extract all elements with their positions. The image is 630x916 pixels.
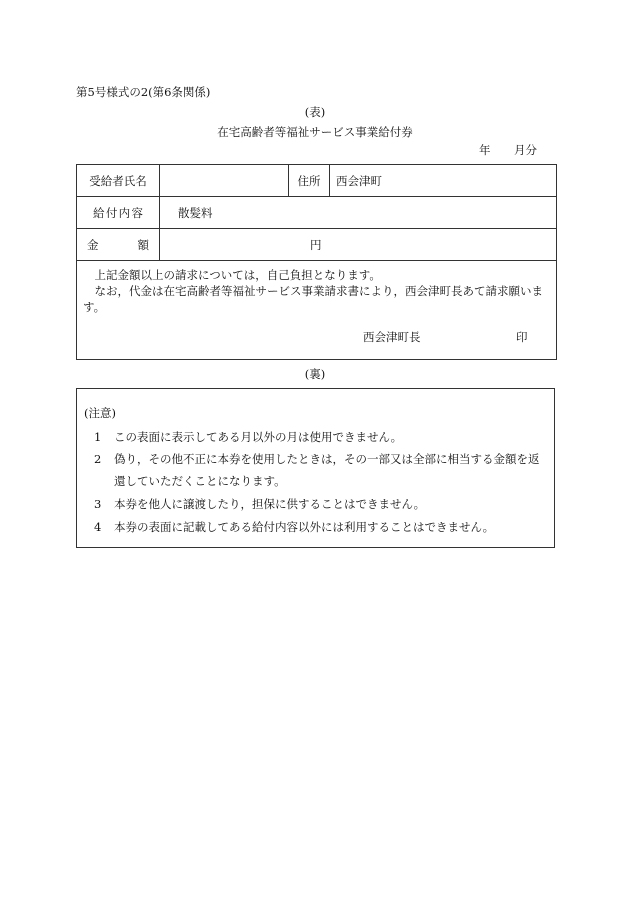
benefit-content-label-char: 内 bbox=[118, 205, 131, 220]
benefit-content-label-char: 給 bbox=[93, 205, 105, 220]
recipient-name-field[interactable] bbox=[160, 165, 289, 197]
benefit-content-label-char: 容 bbox=[131, 205, 143, 220]
notice-line-1: 上記金額以上の請求については，自己負担となります。 bbox=[94, 268, 381, 282]
caution-item-number: 1 bbox=[94, 430, 102, 444]
recipient-name-label: 受給者氏名 bbox=[77, 165, 160, 197]
month-label: 月分 bbox=[514, 143, 537, 157]
caution-item-text: 本券の表面に記載してある給付内容以外には利用することはできません。 bbox=[114, 520, 495, 534]
back-side-label: (裏) bbox=[304, 367, 326, 381]
year-label: 年 bbox=[479, 143, 491, 157]
caution-title: (注意) bbox=[84, 406, 116, 420]
notice-row bbox=[77, 261, 557, 360]
voucher-back-box bbox=[76, 388, 555, 548]
amount-row bbox=[77, 229, 557, 261]
document-title: 在宅高齢者等福祉サービス事業給付券 bbox=[217, 125, 413, 139]
caution-item bbox=[94, 451, 540, 467]
caution-item-text: 本券を他人に譲渡したり，担保に供することはできません。 bbox=[114, 497, 426, 511]
address-label: 住所 bbox=[289, 165, 330, 197]
caution-item-text: 還していただくことになります。 bbox=[114, 474, 286, 488]
seal-mark: 印 bbox=[516, 330, 528, 344]
front-side-label: (表) bbox=[304, 105, 326, 119]
amount-label bbox=[77, 229, 160, 261]
notice-cell bbox=[77, 261, 557, 360]
caution-item bbox=[94, 519, 494, 535]
yen-unit: 円 bbox=[310, 238, 322, 252]
amount-field[interactable] bbox=[160, 229, 557, 261]
caution-item-number: 4 bbox=[94, 520, 102, 534]
form-number-label: 第5号様式の2(第6条関係) bbox=[76, 85, 211, 99]
caution-item bbox=[94, 473, 286, 489]
recipient-row bbox=[77, 165, 557, 197]
amount-label-char: 金 bbox=[87, 237, 99, 252]
caution-item bbox=[94, 429, 402, 445]
caution-item-number: 3 bbox=[94, 497, 102, 511]
caution-item-number: 2 bbox=[94, 452, 102, 466]
address-field[interactable]: 西会津町 bbox=[330, 165, 557, 197]
voucher-front-table bbox=[76, 164, 557, 360]
benefit-content-label bbox=[77, 197, 160, 229]
notice-line-2: なお，代金は在宅高齢者等福祉サービス事業請求書により，西会津町長あて請求願います。 bbox=[83, 284, 543, 314]
caution-item-text: 偽り，その他不正に本券を使用したときは，その一部又は全部に相当する金額を返 bbox=[114, 452, 540, 466]
amount-label-char: 額 bbox=[137, 237, 149, 252]
benefit-content-label-char: 付 bbox=[105, 205, 118, 220]
benefit-content-row bbox=[77, 197, 557, 229]
caution-item-text: この表面に表示してある月以外の月は使用できません。 bbox=[114, 430, 403, 444]
caution-item bbox=[94, 496, 425, 512]
benefit-content-value: 散髪料 bbox=[160, 197, 557, 229]
mayor-title: 西会津町長 bbox=[363, 330, 421, 344]
